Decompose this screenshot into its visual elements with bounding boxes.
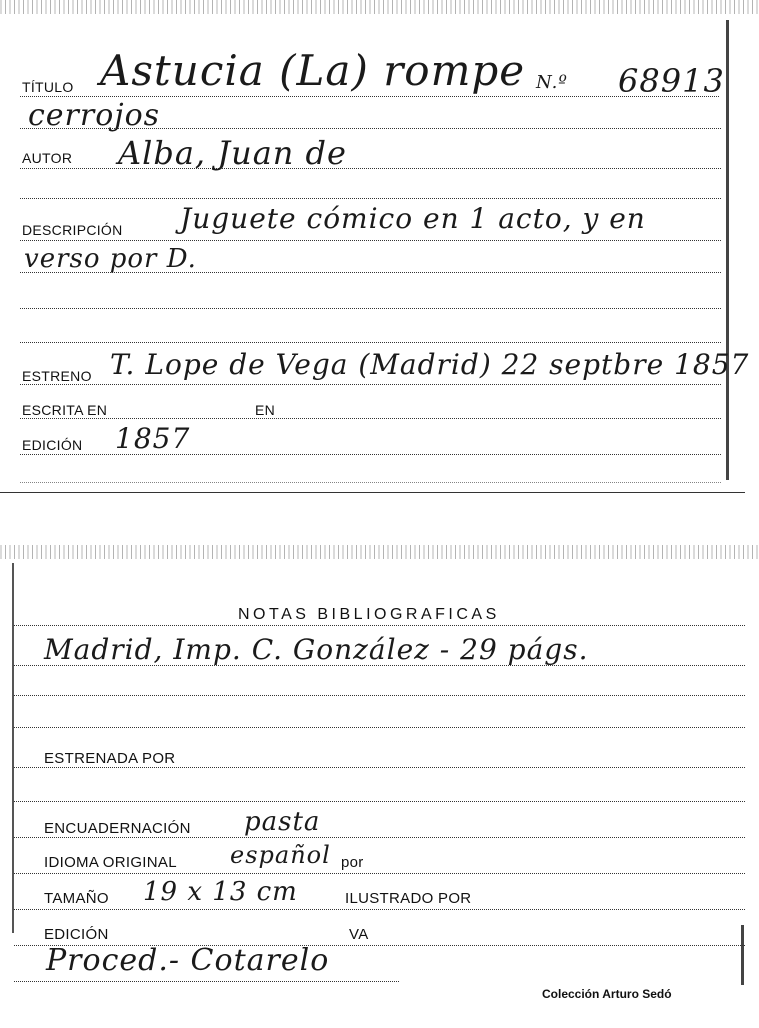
encuadernacion-line (14, 835, 745, 838)
encuadernacion-label: ENCUADERNACIÓN (44, 820, 191, 837)
idioma-label: IDIOMA ORIGINAL (44, 854, 177, 871)
procedencia-line (14, 979, 399, 982)
card-top-edge (0, 0, 759, 14)
ilustrado-label: ILUSTRADO POR (345, 890, 472, 907)
idioma-value: español (230, 841, 331, 869)
edicion-label: EDICIÓN (22, 437, 83, 453)
blank-line-back (14, 799, 745, 802)
notas-line-4 (14, 725, 745, 728)
notas-line-2 (14, 663, 745, 666)
titulo-value: Astucia (La) rompe (100, 46, 526, 95)
estreno-label: ESTRENO (22, 368, 92, 384)
edicion-back-label: EDICIÓN (44, 926, 109, 943)
edicion-value: 1857 (115, 422, 191, 455)
blank-line-4 (20, 480, 721, 483)
blank-line-3 (20, 340, 721, 343)
descripcion-value: Juguete cómico en 1 acto, y en (180, 202, 646, 235)
catalog-card-back (0, 545, 759, 1028)
numero-value: 68913 (618, 62, 725, 100)
titulo-value-2: cerrojos (28, 98, 161, 133)
escrita-label: ESCRITA EN (22, 402, 108, 418)
notas-value: Madrid, Imp. C. González - 29 págs. (44, 633, 589, 666)
tamano-line (14, 907, 745, 910)
catalog-card-front (0, 0, 759, 494)
idioma-por-label: por (341, 854, 364, 871)
va-label: VA (349, 926, 369, 943)
idioma-line (14, 871, 745, 874)
descripcion-value-2: verso por D. (24, 244, 197, 274)
card-back-left-edge (12, 563, 14, 933)
autor-value: Alba, Juan de (118, 134, 347, 172)
estreno-value: T. Lope de Vega (Madrid) 22 septbre 1857 (110, 348, 750, 381)
descripcion-label: DESCRIPCIÓN (22, 222, 123, 238)
notas-heading: NOTAS BIBLIOGRAFICAS (238, 606, 500, 623)
estrenada-line (14, 765, 745, 768)
notas-line-3 (14, 693, 745, 696)
titulo-label: TÍTULO (22, 79, 74, 95)
numero-label: N.º (536, 72, 568, 93)
card-bottom-rule (0, 492, 745, 493)
blank-line-2 (20, 306, 721, 309)
card-back-top-edge (0, 545, 759, 559)
blank-line-1 (20, 196, 721, 199)
card-back-right-edge (741, 925, 744, 985)
estreno-line (20, 382, 721, 385)
procedencia-value: Proced.- Cotarelo (46, 943, 330, 978)
estrenada-label: ESTRENADA POR (44, 750, 176, 767)
collection-stamp: Colección Arturo Sedó (542, 987, 672, 1001)
escrita-line (20, 416, 721, 419)
autor-label: AUTOR (22, 150, 73, 166)
card-right-edge (726, 20, 729, 480)
escrita-en-label: EN (255, 402, 276, 418)
notas-line-1 (14, 623, 745, 626)
descripcion-line (20, 238, 721, 241)
tamano-label: TAMAÑO (44, 890, 109, 907)
encuadernacion-value: pasta (244, 807, 321, 837)
tamano-value: 19 x 13 cm (143, 877, 298, 907)
